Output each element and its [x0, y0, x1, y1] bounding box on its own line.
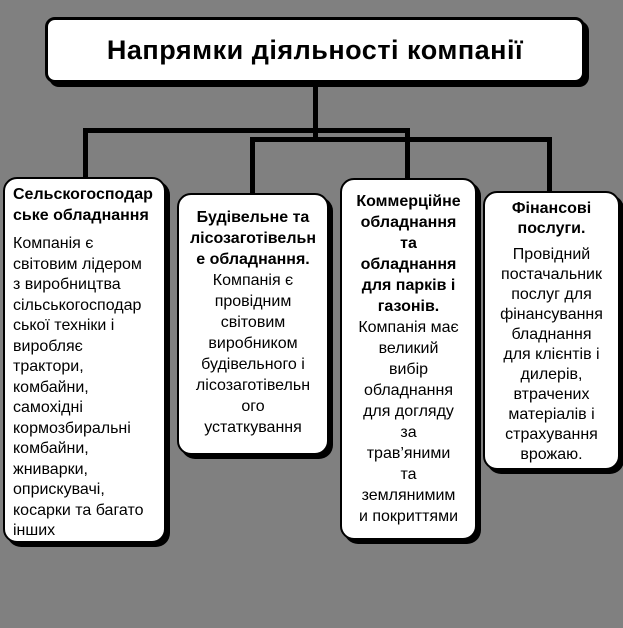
connector-drop-branch-4	[547, 137, 552, 191]
branch-title: Фінансові послуги.	[511, 200, 592, 237]
branch-node-commercial	[340, 178, 477, 540]
root-node-label: Напрямки діяльності компанії	[106, 34, 524, 65]
connector-bar-lower	[250, 137, 552, 142]
branch-node-construction	[177, 193, 329, 455]
connector-bar-upper	[83, 128, 410, 133]
connector-drop-branch-3	[405, 128, 410, 178]
connector-drop-branch-2	[250, 137, 255, 194]
branch-title: Коммерційне обладнання та обладнання для парків і газонів.	[356, 193, 461, 315]
branch-body: Провідний постачальник послуг для фінансування бладнання для клієнтів і дилерів, втрачених матеріалів і страхування врожаю.	[500, 246, 603, 463]
connector-drop-branch-1	[83, 128, 88, 177]
branch-body: Компанія є провідним світовим виробником будівельного і лісозаготівельн ого устаткування	[195, 272, 311, 436]
branch-body: Компанія має великий вибір обладнання для догляду за трав’яними та землянимим и покриттями	[358, 319, 459, 525]
branch-node-financial	[483, 191, 620, 470]
branch-node-agricultural	[3, 177, 166, 543]
branch-body: Компанія є світовим лідером з виробництва сільськогосподар ської техніки і виробляє трактори, комбайни, самохідні кормозбиральні комбайни, жниварки, оприскувачі, косарки та багато інших	[13, 235, 144, 539]
connector-root-stem	[313, 84, 318, 142]
branch-title: Сельскогосподар ське обладнання	[13, 186, 153, 224]
branch-title: Будівельне та лісозаготівельн е обладнання.	[189, 209, 316, 268]
root-node	[45, 17, 585, 83]
